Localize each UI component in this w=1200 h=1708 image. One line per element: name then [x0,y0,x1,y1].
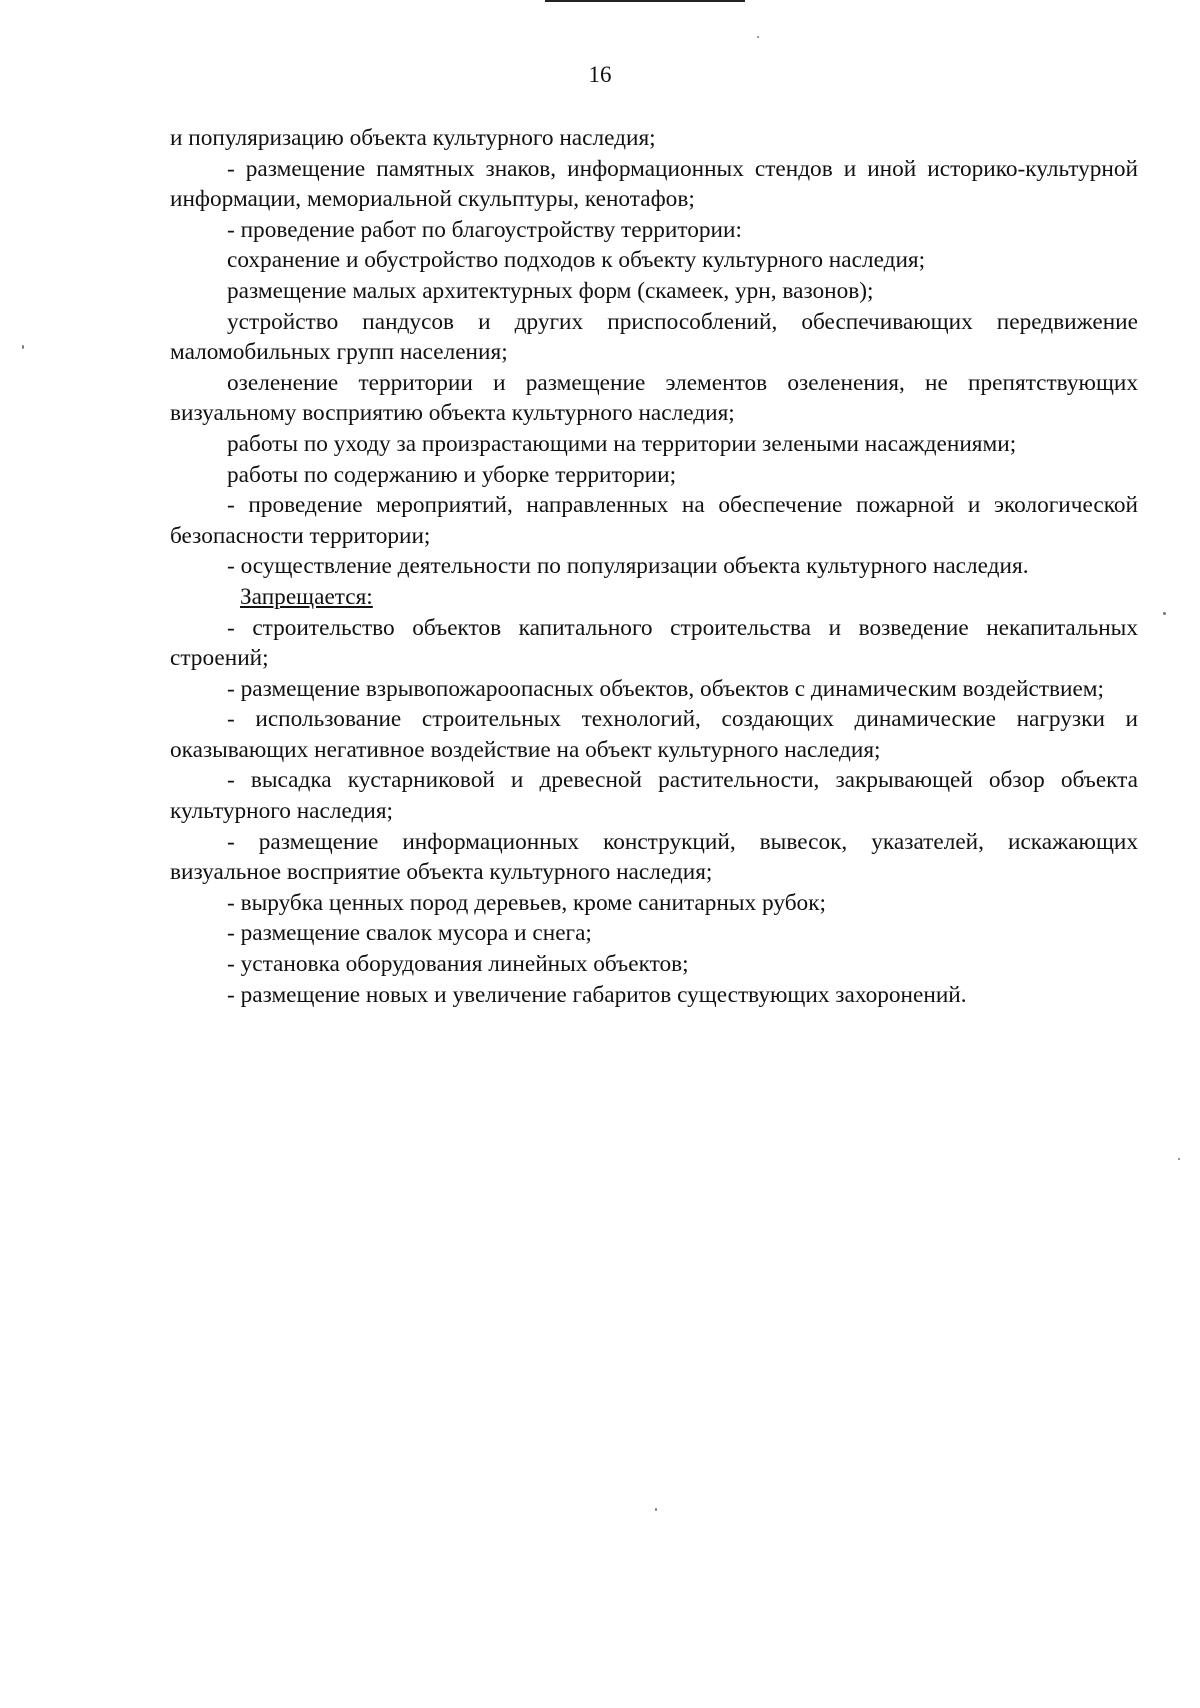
paragraph-greening: озеленение территории и размещение элементов озеленения, не препятствующих визуальному восприятию объекта культурного наследия; [170,369,1138,427]
paragraph-fire-safety: - проведение мероприятий, направленных на обеспечение пожарной и экологической безопасности территории; [170,492,1138,549]
paragraph-plant-care: работы по уходу за произрастающими на территории зелеными насаждениями; [227,430,1017,457]
prohibited-heading-line [170,582,1138,613]
scan-speck [655,1508,657,1511]
prohibited-item-dumps: - размещение свалок мусора и снега; [227,920,592,947]
prohibited-item-explosive: - размещение взрывопожароопасных объектов, объектов с динамическим воздействием; [227,675,1105,702]
scan-speck [1178,1158,1180,1160]
prohibited-item-linear-objects: - установка оборудования линейных объектов; [227,951,689,978]
paragraph-popularization: - осуществление деятельности по популяризации объекта культурного наследия. [227,553,1029,580]
paragraph-maintenance: работы по содержанию и уборке территории; [227,461,677,488]
paragraph-landscaping: - проведение работ по благоустройству территории: [227,216,742,243]
paragraph-approaches: сохранение и обустройство подходов к объекту культурного наследия; [227,247,926,274]
paragraph-continuation: и популяризацию объекта культурного наследия; [170,125,656,151]
prohibited-item-felling: - вырубка ценных пород деревьев, кроме санитарных рубок; [227,889,826,916]
paragraph-small-forms: размещение малых архитектурных форм (скамеек, урн, вазонов); [227,277,874,304]
prohibited-heading: Запрещается: [240,583,373,610]
scan-edge-line [545,0,745,2]
prohibited-item-construction: - строительство объектов капитального строительства и возведение некапитальных строений; [170,614,1138,672]
document-body [170,123,1138,1010]
prohibited-item-technologies: - использование строительных технологий, создающих динамические нагрузки и оказывающих негативное воздействие на объект культурного наследия; [170,706,1138,763]
scan-speck [757,36,759,38]
prohibited-item-planting: - высадка кустарниковой и древесной растительности, закрывающей обзор объекта культурного наследия; [170,767,1138,825]
scan-speck [1163,612,1166,615]
paragraph-memorial-signs: - размещение памятных знаков, информационных стендов и иной историко-культурной информации, мемориальной скульптуры, кенотафов; [170,155,1138,213]
prohibited-item-signage: - размещение информационных конструкций, вывесок, указателей, искажающих визуальное восприятие объекта культурного наследия; [170,828,1138,886]
page-number: 16 [588,62,612,87]
paragraph-ramps: устройство пандусов и других приспособлений, обеспечивающих передвижение маломобильных групп населения; [170,308,1138,366]
scan-speck [22,345,24,349]
prohibited-item-burials: - размещение новых и увеличение габаритов существующих захоронений. [227,981,967,1008]
